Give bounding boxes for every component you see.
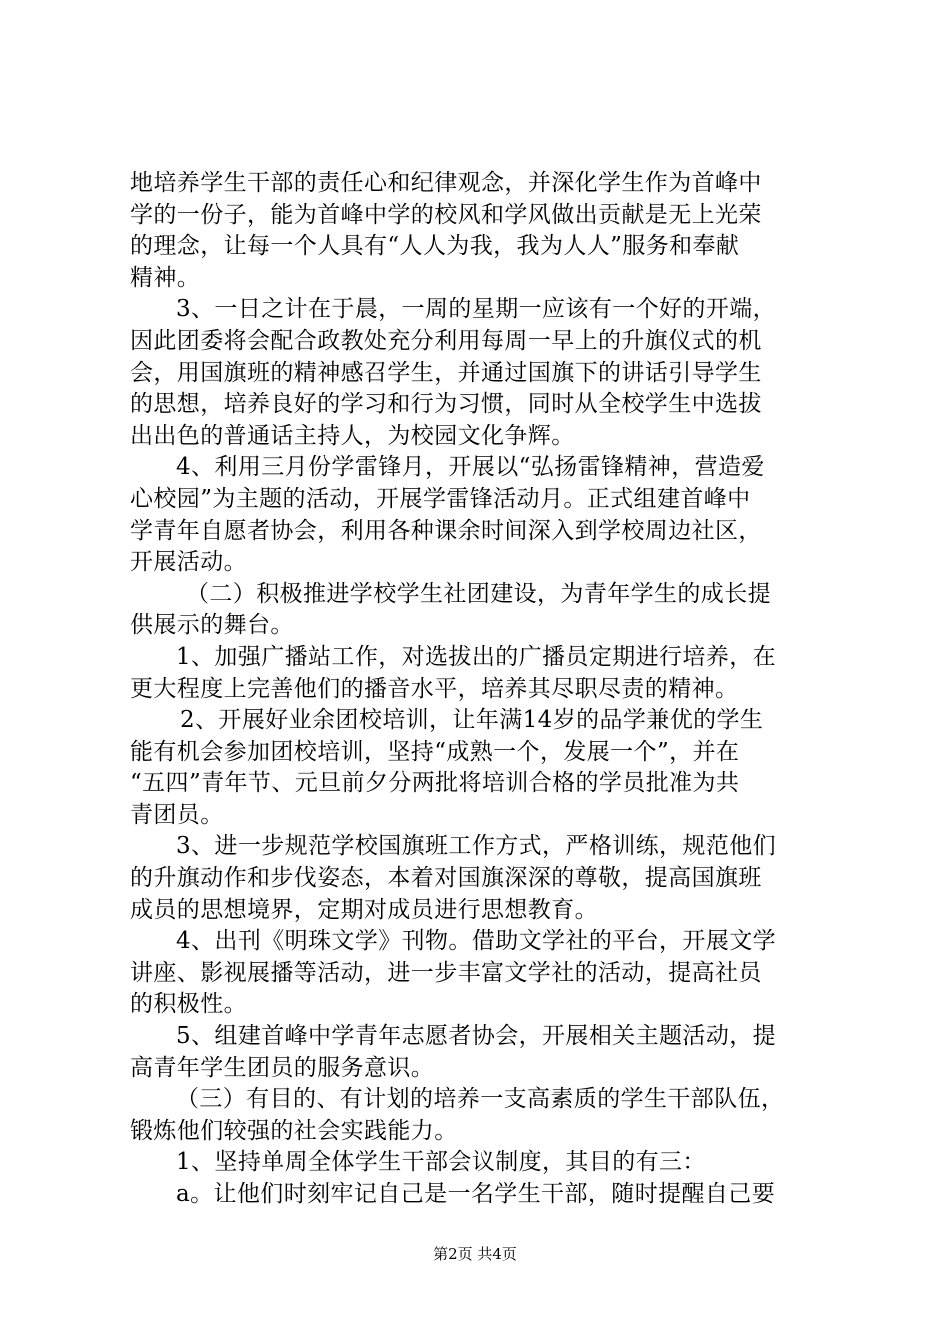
text-line: 供展示的舞台。	[130, 612, 294, 639]
text-line: 会，用国旗班的精神感召学生，并通过国旗下的讲话引导学生	[130, 359, 762, 386]
text-line: （二）积极推进学校学生社团建设，为青年学生的成长提	[186, 580, 771, 607]
text-line: 因此团委将会配合政教处充分利用每周一早上的升旗仪式的机	[130, 327, 762, 354]
document-body	[130, 168, 840, 1211]
text-line: 开展活动。	[130, 549, 247, 576]
text-line: 1、加强广播站工作，对选拔出的广播员定期进行培养，在	[176, 643, 777, 670]
text-line: （三）有目的、有计划的培养一支高素质的学生干部队伍，	[176, 1086, 785, 1113]
text-line: 更大程度上完善他们的播音水平，培养其尽职尽责的精神。	[130, 675, 739, 702]
text-line: 3、进一步规范学校国旗班工作方式，严格训练，规范他们	[176, 833, 777, 860]
text-line: 精神。	[130, 264, 201, 291]
text-line: 的升旗动作和步伐姿态，本着对国旗深深的尊敬，提高国旗班	[130, 865, 762, 892]
text-line: “五四”青年节、元旦前夕分两批将培训合格的学员批准为共	[130, 770, 740, 797]
text-line: 1、坚持单周全体学生干部会议制度，其目的有三：	[176, 1149, 706, 1176]
text-line: 学青年自愿者协会，利用各种课余时间深入到学校周边社区，	[130, 517, 762, 544]
text-line: 学的一份子，能为首峰中学的校风和学风做出贡献是无上光荣	[130, 201, 762, 228]
text-line: 能有机会参加团校培训，坚持“成熟一个，发展一个”，并在	[130, 738, 740, 765]
text-line: 5、组建首峰中学青年志愿者协会，开展相关主题活动，提	[176, 1023, 777, 1050]
text-line: 2、开展好业余团校培训，让年满14岁的品学兼优的学生	[180, 707, 764, 734]
page-footer: 第2页 共4页	[433, 1245, 517, 1263]
text-line: 的思想，培养良好的学习和行为习惯，同时从全校学生中选拔	[130, 391, 762, 418]
text-line: 4、利用三月份学雷锋月，开展以“弘扬雷锋精神，营造爱	[176, 454, 765, 481]
text-line: 的积极性。	[130, 991, 247, 1018]
text-line: 的理念，让每一个人具有“人人为我，我为人人”服务和奉献	[130, 233, 740, 260]
text-line: 地培养学生干部的责任心和纪律观念，并深化学生作为首峰中	[130, 170, 762, 196]
text-line: 成员的思想境界，定期对成员进行思想教育。	[130, 896, 598, 923]
text-line: 锻炼他们较强的社会实践能力。	[130, 1117, 458, 1144]
text-line: 3、一日之计在于晨，一周的星期一应该有一个好的开端，	[176, 296, 777, 323]
text-line: a。让他们时刻牢记自己是一名学生干部，随时提醒自己要	[176, 1181, 776, 1207]
text-line: 出出色的普通话主持人，为校园文化争辉。	[130, 422, 575, 449]
text-line: 心校园”为主题的活动，开展学雷锋活动月。正式组建首峰中	[130, 485, 751, 512]
text-line: 青团员。	[130, 801, 224, 828]
text-line: 讲座、影视展播等活动，进一步丰富文学社的活动，提高社员	[130, 959, 762, 986]
text-line: 4、出刊《明珠文学》刊物。借助文学社的平台，开展文学	[176, 928, 777, 955]
text-line: 高青年学生团员的服务意识。	[130, 1054, 435, 1081]
